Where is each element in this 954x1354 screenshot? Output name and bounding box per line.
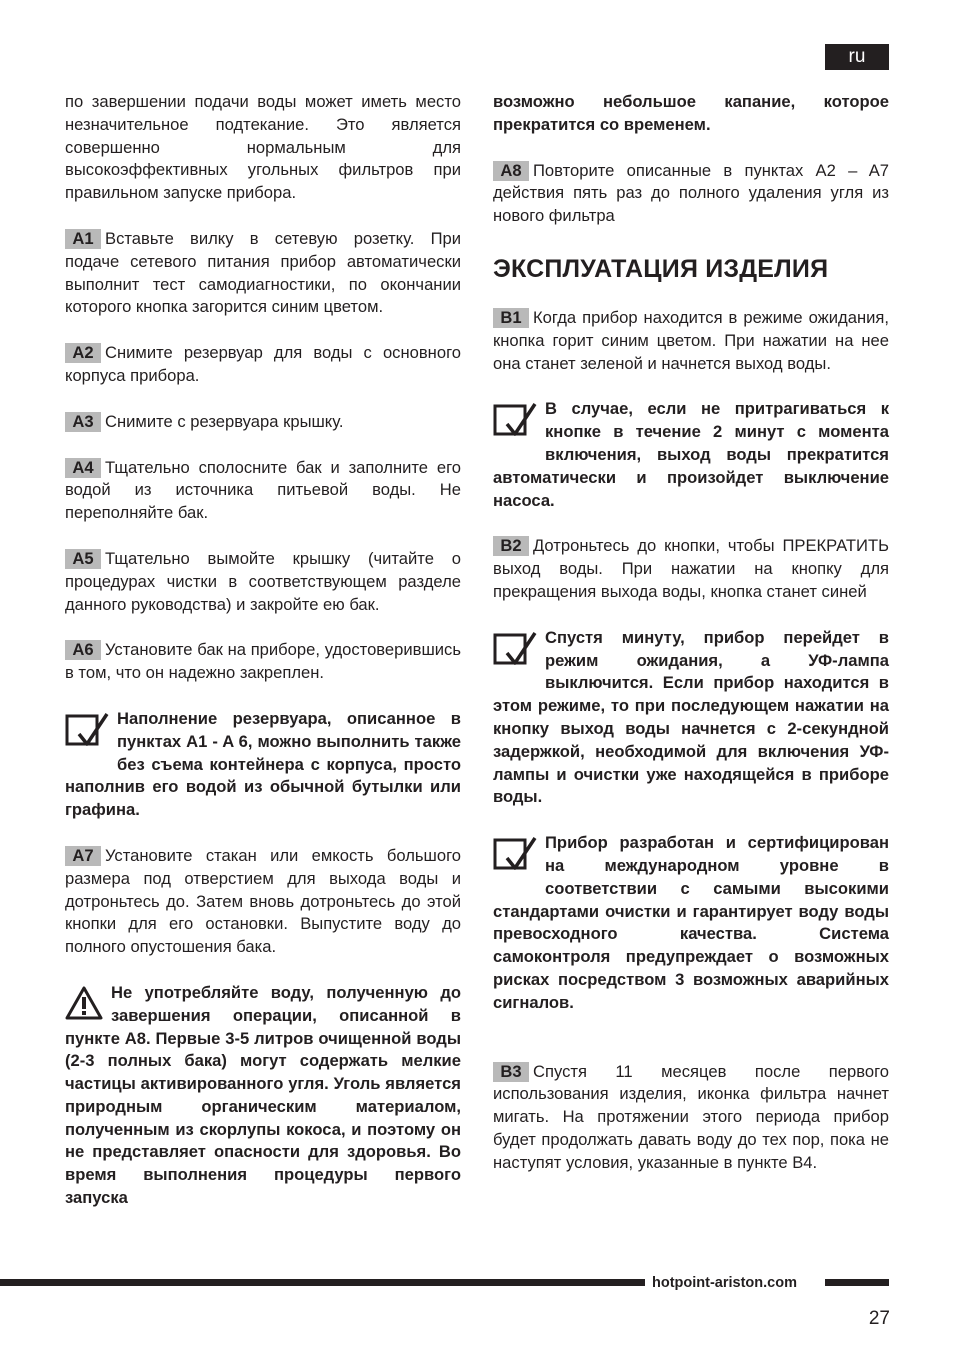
step-text: Установите стакан или емкость большого размера под отверстием для выхода воды и дотроньтесь до. Затем вновь дотроньтесь до этой кнопки для его остановки. Выпустите воду до полного опустошения бака.: [65, 845, 461, 957]
step-a3: [65, 411, 461, 434]
note-block-3: [493, 627, 889, 809]
step-tag: A5: [65, 549, 101, 569]
step-tag: A2: [65, 343, 101, 363]
step-text: Установите бак на приборе, удостоверившись в том, что он надежно закреплен.: [65, 640, 461, 683]
warning-icon: [65, 986, 103, 1025]
note-text: Наполнение резервуара, описанное в пунктах A1 - A 6, можно выполнить также без съема контейнера с корпуса, просто наполнив его водой из обычной бутылки или графина.: [65, 708, 461, 820]
step-a5: [65, 548, 461, 616]
step-a1: [65, 228, 461, 319]
intro-paragraph: по завершении подачи воды может иметь место незначительное подтекание. Это является совершенно нормальным для высокоэффективных угольных фильтров при правильном запуске прибора.: [65, 92, 461, 203]
step-b3: [493, 1061, 889, 1175]
checkmark-note-icon: [493, 631, 537, 674]
step-a4: [65, 457, 461, 525]
step-tag: A3: [65, 412, 101, 432]
step-text: Дотроньтесь до кнопки, чтобы ПРЕКРАТИТЬ выход воды. При нажатии на кнопку для прекращения выхода воды, кнопка станет синей: [493, 536, 889, 601]
note-block-1: [65, 708, 461, 822]
left-column: [65, 91, 461, 1210]
note-text: Прибор разработан и сертифицирован на международном уровне в соответствии с самыми высокими стандартами очистки и гарантирует воду воды превосходного качества. Система самоконтроля предупреждает о возможных рисках посредством 3 возможных аварийных сигналов.: [493, 833, 889, 1012]
note-block-4: [493, 832, 889, 1014]
warning-block: [65, 982, 461, 1210]
step-a2: [65, 342, 461, 388]
step-b2: [493, 535, 889, 603]
checkmark-note-icon: [493, 402, 537, 445]
step-text: Повторите описанные в пунктах A2 – A7 действия пять раз до полного удаления угля из нового фильтра: [493, 160, 889, 226]
note-text: Спустя минуту, прибор перейдет в режим ожидания, а УФ-лампа выключится. Если прибор находится в этом режиме, то при последующем нажатии на кнопку выход воды начнется с 2-секундной задержкой, необходимой для включения УФ-лампы и очистки уже находящейся в приборе воды.: [493, 627, 889, 807]
step-tag: A7: [65, 846, 101, 866]
note-block-2: [493, 398, 889, 512]
step-text: Вставьте вилку в сетевую розетку. При подаче сетевого питания прибор автоматически выполнит тест самодиагностики, по окончании которого кнопка загорится синим цветом.: [65, 228, 461, 317]
warning-text: Не употребляйте воду, полученную до завершения операции, описанной в пункте A8. Первые 3-5 литров очищенной воды (2-3 полных бака) могут содержать мелкие частицы активированного угля. Уголь является природным органическим материалом, полученным из скорлупы кокоса, и поэтому он не представляет опасности для здоровья. Во время выполнения процедуры первого запуска: [65, 982, 461, 1208]
step-tag: B3: [493, 1062, 529, 1082]
step-a7: [65, 845, 461, 959]
checkmark-note-icon: [493, 836, 537, 879]
step-tag: B2: [493, 536, 529, 556]
step-text: Снимите с резервуара крышку.: [105, 411, 344, 431]
step-text: Когда прибор находится в режиме ожидания, кнопка горит синим цветом. При нажатии на нее она станет зеленой и начнется выход воды.: [493, 307, 889, 373]
note-text: В случае, если не притрагиваться к кнопке в течение 2 минут с момента включения, выход воды прекратится автоматически и произойдет выключение насоса.: [493, 399, 889, 510]
step-a6: [65, 639, 461, 685]
footer-rule-right: [825, 1279, 889, 1286]
step-tag: A8: [493, 161, 529, 181]
continued-paragraph: возможно небольшое капание, которое прекратится со временем.: [493, 92, 889, 134]
step-tag: B1: [493, 308, 529, 328]
right-column: [493, 91, 889, 1174]
step-tag: A6: [65, 640, 101, 660]
page-number: 27: [868, 1308, 890, 1329]
checkmark-note-icon: [65, 712, 109, 755]
step-text: Тщательно вымойте крышку (читайте о процедурах чистки в соответствующем разделе данного руководства) и закройте ею бак.: [65, 548, 461, 614]
step-tag: A1: [65, 229, 101, 249]
step-a8: [493, 160, 889, 228]
step-text: Снимите резервуар для воды с основного корпуса прибора.: [65, 343, 461, 385]
footer-website: hotpoint-ariston.com: [652, 1275, 797, 1291]
step-text: Спустя 11 месяцев после первого использования изделия, иконка фильтра начнет мигать. На протяжении этого периода прибор будет продолжать давать воду до тех пор, пока не наступят условия, указанные в пункте B4.: [493, 1061, 889, 1172]
step-tag: A4: [65, 458, 101, 478]
step-b1: [493, 307, 889, 375]
step-text: Тщательно сполосните бак и заполните его водой из источника питьевой воды. Не переполняйте бак.: [65, 457, 461, 523]
footer-rule-left: [0, 1279, 645, 1286]
section-title: ЭКСПЛУАТАЦИЯ ИЗДЕЛИЯ: [493, 254, 829, 283]
language-badge: ru: [825, 44, 889, 70]
